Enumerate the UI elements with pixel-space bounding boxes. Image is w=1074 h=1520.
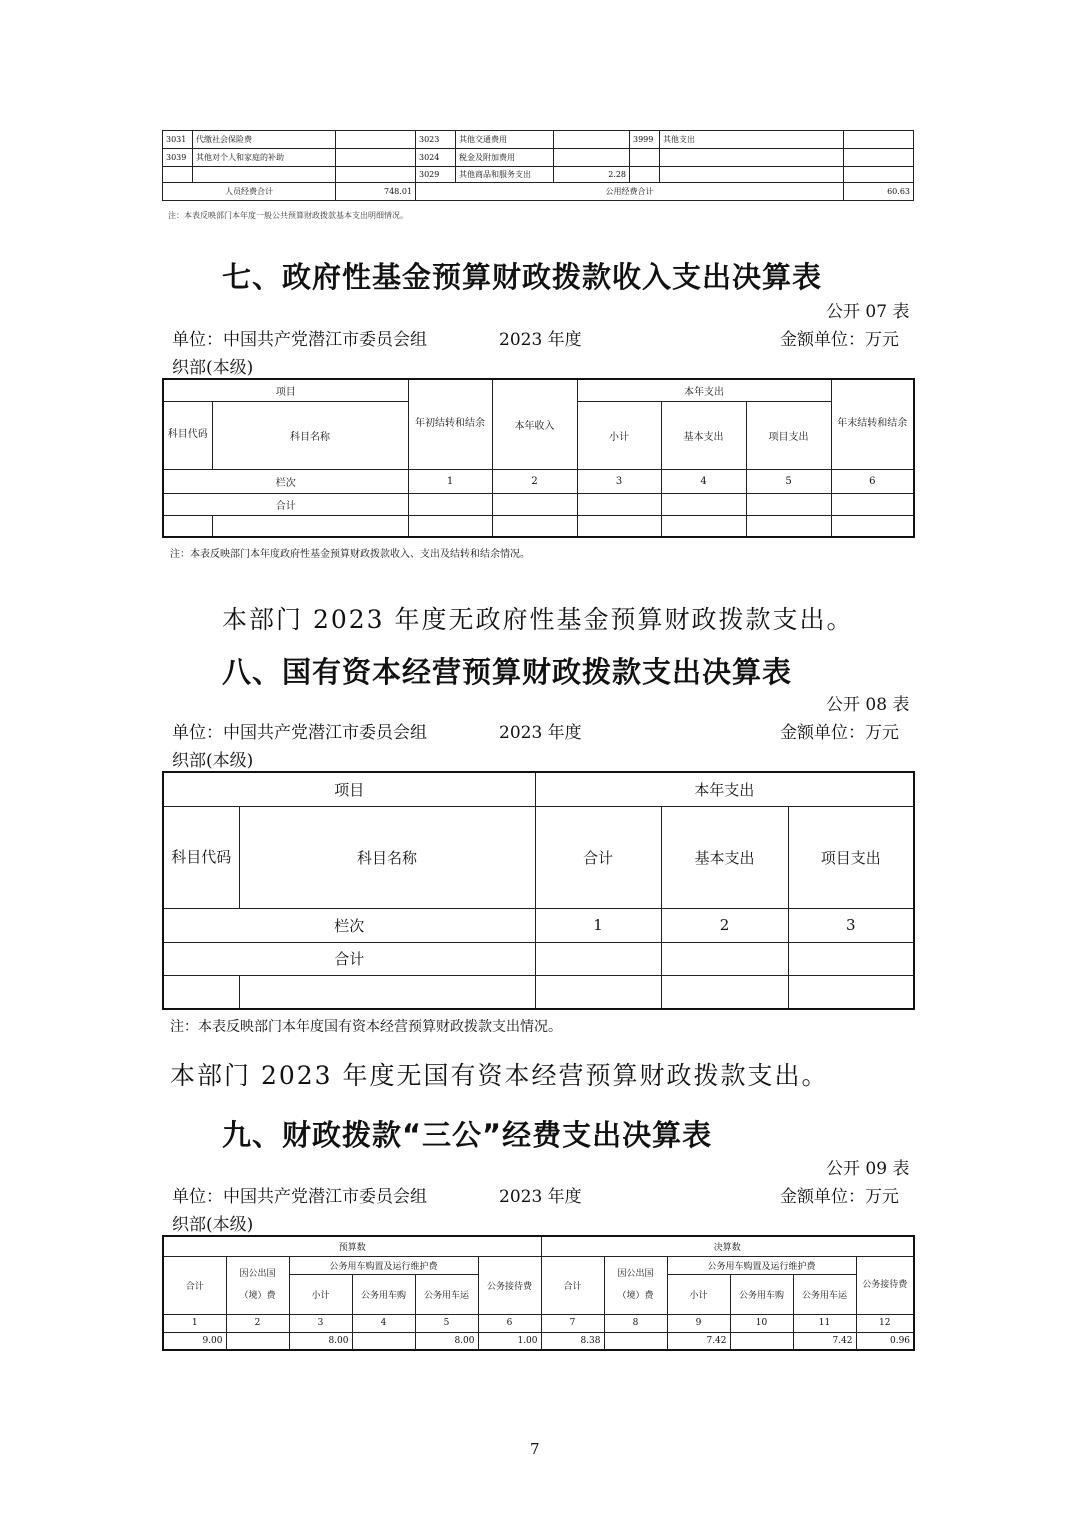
section8-code: 公开 08 表 [826,695,910,715]
header-final-abroad: 因公出国（境）费 [604,1256,667,1314]
header-final-vehicle: 公务用车购置及运行维护费 [667,1256,856,1274]
col-number: 9 [667,1314,730,1332]
section7-unit: 单位：中国共产党潜江市委员会组 [172,330,427,350]
section7-statement: 本部门 2023 年度无政府性基金预算财政拨款支出。 [222,605,854,634]
section8-unit: 单位：中国共产党潜江市委员会组 [172,723,427,743]
total-label: 合计 [163,493,408,515]
table-cell [408,493,492,515]
table-cell [336,131,416,149]
col-number: 1 [535,908,661,942]
table-row [163,806,914,908]
col-number: 10 [730,1314,793,1332]
col-number: 3 [788,908,914,942]
table-cell: 其他对个人和家庭的补助 [193,149,336,167]
header-project: 项目支出 [788,806,914,908]
total-public-label: 公用经费合计 [416,183,844,201]
table-cell [661,493,746,515]
table-cell: 其他商品和服务支出 [456,167,554,183]
table-cell [163,975,239,1009]
table-cell: 其他交通费用 [456,131,554,149]
header-name: 科目名称 [212,401,408,469]
table-cell [788,942,914,975]
header-name: 科目名称 [239,806,535,908]
section8-table [162,771,915,1010]
total-personnel-value: 748.01 [336,183,416,201]
col-number: 6 [478,1314,541,1332]
header-final-purchase: 公务用车购 [730,1274,793,1314]
col-number: 5 [746,469,831,493]
table-cell [746,515,831,537]
section7-currency: 金额单位：万元 [780,330,899,350]
table-cell [746,493,831,515]
table-cell [788,975,914,1009]
header-project: 项目支出 [746,401,831,469]
table-cell [661,942,788,975]
table-cell [630,167,660,183]
table-cell [492,493,577,515]
table-cell [193,167,336,183]
col-row-label: 栏次 [163,469,408,493]
header-budget-subtotal: 小计 [289,1274,352,1314]
section8-unit-cont: 织部(本级) [172,751,254,771]
table-cell [844,131,914,149]
section9-table [162,1235,915,1351]
value-cell [604,1332,667,1350]
header-expense: 本年支出 [577,379,831,401]
col-number: 6 [831,469,914,493]
section9-unit-cont: 织部(本级) [172,1215,254,1235]
section8-currency: 金额单位：万元 [780,723,899,743]
value-cell: 1.00 [478,1332,541,1350]
col-number: 5 [415,1314,478,1332]
col-number: 3 [289,1314,352,1332]
header-code: 科目代码 [163,401,212,469]
section9-currency: 金额单位：万元 [780,1187,899,1207]
table-cell [163,515,212,537]
table-cell [492,515,577,537]
section7-code: 公开 07 表 [826,302,910,322]
table-cell [577,493,661,515]
table-row [163,942,914,975]
section8-year: 2023 年度 [499,723,582,743]
total-personnel-label: 人员经费合计 [163,183,336,201]
section7-title: 七、政府性基金预算财政拨款收入支出决算表 [222,260,823,294]
header-basic: 基本支出 [661,806,788,908]
table-cell [554,149,630,167]
table-cell: 3039 [163,149,193,167]
table-cell: 3031 [163,131,193,149]
table-cell [535,942,661,975]
table-cell: 税金及附加费用 [456,149,554,167]
table-cell: 3023 [416,131,456,149]
col-number: 11 [793,1314,856,1332]
header-final-subtotal: 小计 [667,1274,730,1314]
col-number: 2 [661,908,788,942]
table-cell: 3999 [630,131,660,149]
table-row [163,1314,914,1332]
header-final: 决算数 [541,1236,914,1256]
table-cell [239,975,535,1009]
header-basic: 基本支出 [661,401,746,469]
col-number: 12 [856,1314,914,1332]
value-cell: 8.38 [541,1332,604,1350]
value-cell [352,1332,415,1350]
header-final-operation: 公务用车运 [793,1274,856,1314]
header-item: 项目 [163,379,408,401]
table-cell [660,167,844,183]
table-cell [577,515,661,537]
table-row [163,183,914,201]
table-cell: 代缴社会保险费 [193,131,336,149]
table-cell [661,515,746,537]
table-cell [408,515,492,537]
total-public-value: 60.63 [844,183,914,201]
table-row [163,515,914,537]
value-cell [730,1332,793,1350]
table-cell [831,493,914,515]
table-cell [844,149,914,167]
table-cell [212,515,408,537]
header-final-total: 合计 [541,1256,604,1314]
col-number: 7 [541,1314,604,1332]
table-cell [554,131,630,149]
table-cell [535,975,661,1009]
header-budget-reception: 公务接待费 [478,1256,541,1314]
header-expense: 本年支出 [535,772,914,806]
value-cell: 9.00 [163,1332,226,1350]
header-budget-operation: 公务用车运 [415,1274,478,1314]
table-row [163,1236,914,1256]
header-budget-purchase: 公务用车购 [352,1274,415,1314]
col-number: 2 [226,1314,289,1332]
table-cell [163,167,193,183]
section7-year: 2023 年度 [499,330,582,350]
col-number: 1 [163,1314,226,1332]
table-row [163,975,914,1009]
header-total: 合计 [535,806,661,908]
section7-note: 注：本表反映部门本年度政府性基金预算财政拨款收入、支出及结转和结余情况。 [170,549,530,560]
table-row [163,379,914,401]
section7-table [162,378,915,538]
section8-title: 八、国有资本经营预算财政拨款支出决算表 [222,655,793,689]
section8-note: 注：本表反映部门本年度国有资本经营预算财政拨款支出情况。 [170,1019,562,1035]
table-cell: 3029 [416,167,456,183]
table-row [163,1256,914,1274]
table-row [163,1332,914,1350]
table-row [163,772,914,806]
section9-year: 2023 年度 [499,1187,582,1207]
section9-code: 公开 09 表 [826,1159,910,1179]
value-cell: 8.00 [289,1332,352,1350]
col-row-label: 栏次 [163,908,535,942]
col-number: 1 [408,469,492,493]
header-budget-vehicle: 公务用车购置及运行维护费 [289,1256,478,1274]
header-subtotal: 小计 [577,401,661,469]
table-cell: 2.28 [554,167,630,183]
table-row [163,908,914,942]
col-number: 4 [661,469,746,493]
header-end: 年末结转和结余 [831,379,914,469]
table-cell [844,167,914,183]
table-cell [831,515,914,537]
table-cell: 3024 [416,149,456,167]
col-number: 4 [352,1314,415,1332]
value-cell: 8.00 [415,1332,478,1350]
section9-title: 九、财政拨款“三公”经费支出决算表 [222,1118,713,1152]
table-row [163,469,914,493]
header-budget: 预算数 [163,1236,541,1256]
total-label: 合计 [163,942,535,975]
header-income: 本年收入 [492,379,577,469]
table-cell [661,975,788,1009]
header-budget-total: 合计 [163,1256,226,1314]
section8-statement: 本部门 2023 年度无国有资本经营预算财政拨款支出。 [170,1061,829,1090]
value-cell [226,1332,289,1350]
table-cell: 其他支出 [660,131,844,149]
table-row [163,493,914,515]
table-cell [630,149,660,167]
header-final-reception: 公务接待费 [856,1256,914,1314]
section9-unit: 单位：中国共产党潜江市委员会组 [172,1187,427,1207]
col-number: 3 [577,469,661,493]
col-number: 2 [492,469,577,493]
page-number: 7 [530,1440,540,1458]
top-table-note: 注：本表反映部门本年度一般公共预算财政拨款基本支出明细情况。 [168,211,408,220]
section7-unit-cont: 织部(本级) [172,358,254,378]
table-cell [336,149,416,167]
table-cell [336,167,416,183]
table-row [163,131,914,149]
top-expense-table [162,130,914,201]
header-item: 项目 [163,772,535,806]
table-row [163,149,914,167]
table-row [163,167,914,183]
table-cell [660,149,844,167]
col-number: 8 [604,1314,667,1332]
value-cell: 0.96 [856,1332,914,1350]
value-cell: 7.42 [667,1332,730,1350]
value-cell: 7.42 [793,1332,856,1350]
header-budget-abroad: 因公出国（境）费 [226,1256,289,1314]
header-code: 科目代码 [163,806,239,908]
header-begin: 年初结转和结余 [408,379,492,469]
